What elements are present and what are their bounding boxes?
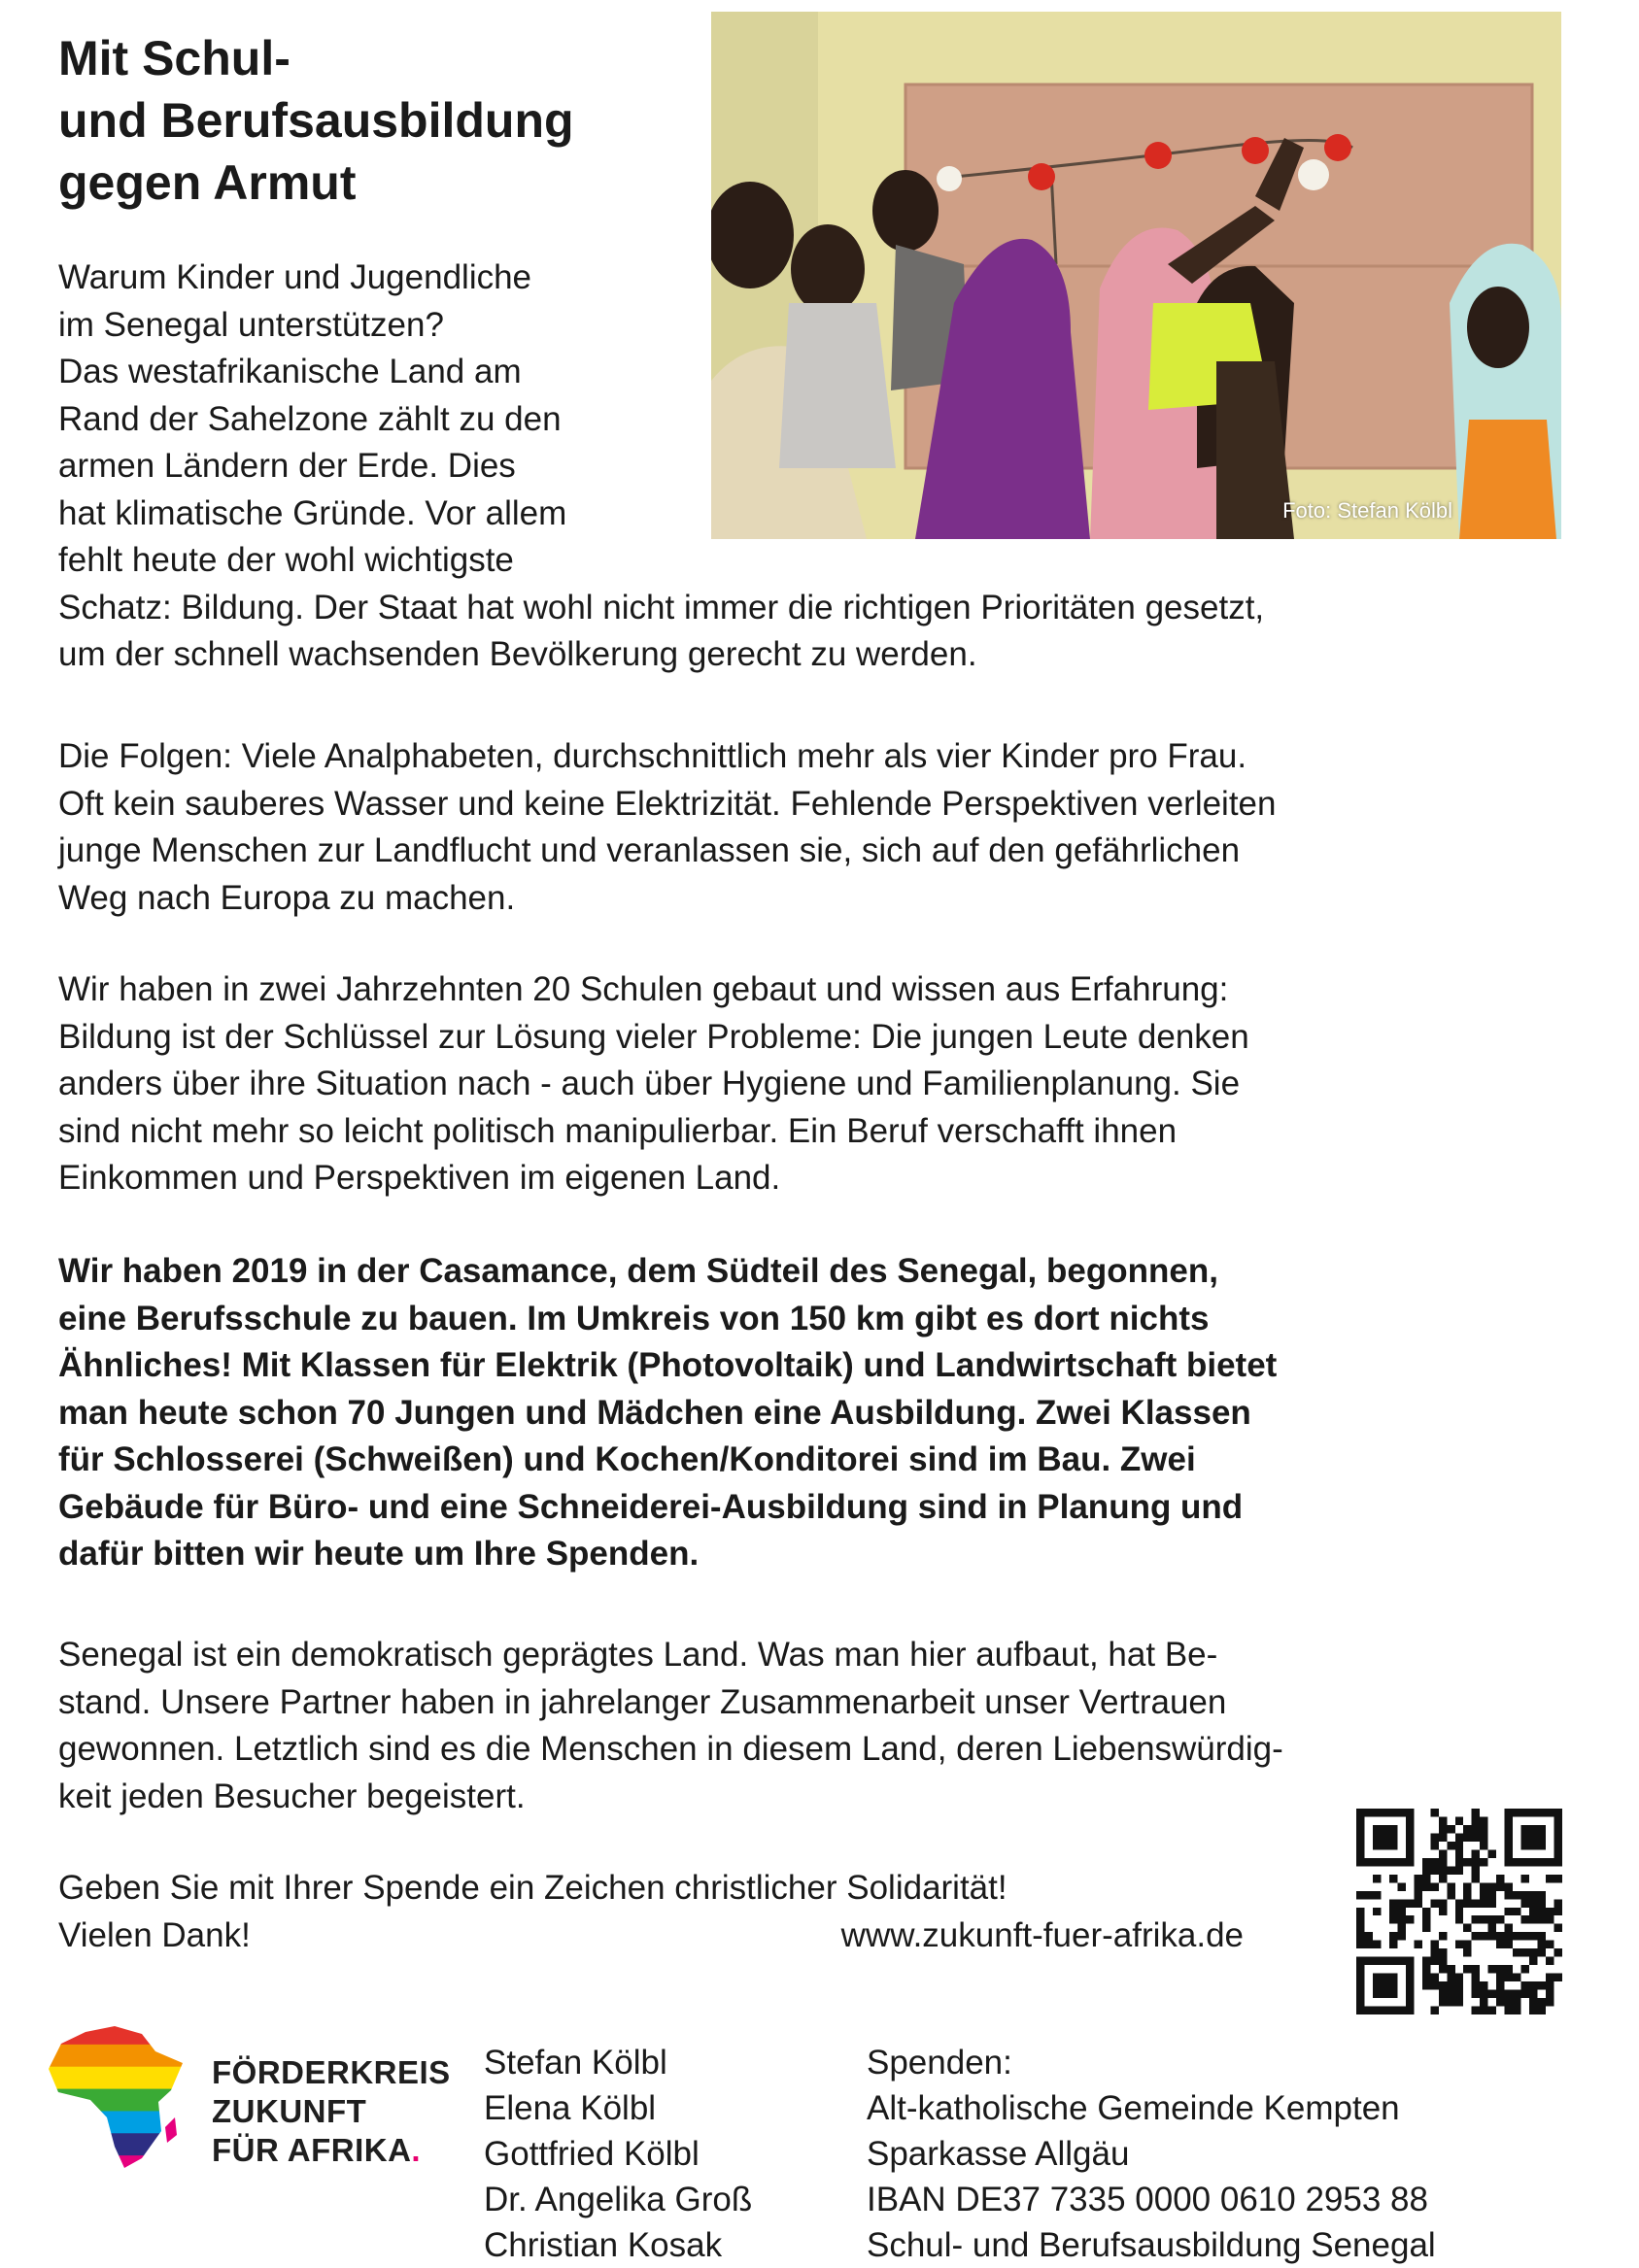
text-line: für Schlosserei (Schweißen) und Kochen/Konditorei sind im Bau. Zwei [58, 1440, 1196, 1478]
qr-module [1513, 1974, 1520, 1981]
donation-line: Schul- und Berufsausbildung Senegal [867, 2226, 1436, 2264]
qr-module [1496, 1981, 1504, 1989]
qr-module [1356, 1915, 1364, 1923]
photo-credit: Foto: Stefan Kölbl [1282, 498, 1452, 523]
qr-module [1422, 1981, 1430, 1989]
qr-module [1356, 1924, 1364, 1932]
qr-module [1472, 1809, 1480, 1816]
text-line: keit jeden Besucher begeistert. [58, 1777, 526, 1815]
qr-module [1455, 1941, 1463, 1948]
qr-module [1414, 1875, 1421, 1882]
qr-module [1422, 1957, 1430, 1965]
text-line: dafür bitten wir heute um Ihre Spenden. [58, 1535, 700, 1573]
qr-module [1439, 1866, 1447, 1874]
text-line: Gebäude für Büro- und eine Schneiderei-Ausbildung sind in Planung und [58, 1487, 1244, 1526]
donation-details [867, 2040, 1436, 2268]
qr-module [1439, 1990, 1447, 1998]
madagascar-shape [165, 2117, 177, 2143]
vocational-school-paragraph [58, 1248, 1574, 1578]
qr-module [1389, 1941, 1397, 1948]
qr-module [1447, 1866, 1454, 1874]
qr-module [1488, 1924, 1496, 1932]
qr-module [1538, 1899, 1546, 1907]
qr-module [1422, 1908, 1430, 1915]
qr-module [1529, 1908, 1537, 1915]
qr-module [1472, 1981, 1480, 1989]
qr-module [1529, 1932, 1537, 1940]
qr-module [1488, 1882, 1496, 1890]
qr-module [1521, 1981, 1529, 1989]
consequences-paragraph [58, 733, 1574, 922]
qr-module [1430, 1809, 1438, 1816]
qr-module [1538, 1891, 1546, 1899]
qr-module [1430, 2007, 1438, 2014]
text-line: um der schnell wachsenden Bevölkerung gerecht zu werden. [58, 635, 977, 673]
qr-module [1538, 1932, 1546, 1940]
text-line: gewonnen. Letztlich sind es die Menschen in diesem Land, deren Liebenswürdig- [58, 1730, 1283, 1768]
qr-module [1521, 1899, 1529, 1907]
qr-module [1505, 1891, 1513, 1899]
qr-module [1439, 1957, 1447, 1965]
qr-module [1472, 1849, 1480, 1857]
qr-module [1480, 1899, 1487, 1907]
qr-module [1513, 2007, 1520, 2014]
qr-module [1455, 1833, 1463, 1841]
qr-module [1496, 1875, 1504, 1882]
qr-module [1455, 1981, 1463, 1989]
qr-module [1422, 1965, 1430, 1973]
qr-module [1397, 1915, 1405, 1923]
qr-module [1430, 1866, 1438, 1874]
qr-module [1439, 1858, 1447, 1866]
thanks-row [58, 1913, 1244, 1960]
qr-module [1538, 1908, 1546, 1915]
logo-stripe [47, 2022, 192, 2045]
qr-module [1389, 1899, 1397, 1907]
qr-module [1505, 2007, 1513, 2014]
website-link[interactable]: www.zukunft-fuer-afrika.de [840, 1915, 1244, 1954]
qr-module [1472, 1974, 1480, 1981]
qr-module [1463, 1948, 1471, 1956]
logo-line: ZUKUNFT [212, 2093, 367, 2129]
title-line: gegen Armut [58, 155, 357, 210]
qr-module [1546, 1974, 1554, 1981]
logo-dot: . [411, 2132, 422, 2168]
qr-module [1463, 1882, 1471, 1890]
qr-module [1463, 1891, 1471, 1899]
qr-module [1546, 1957, 1554, 1965]
text-line: Das westafrikanische Land am [58, 353, 522, 390]
qr-module [1455, 1990, 1463, 1998]
qr-module [1529, 1891, 1537, 1899]
qr-module [1356, 1891, 1364, 1899]
qr-module [1472, 2007, 1480, 2014]
qr-module [1472, 1816, 1480, 1824]
contact-names [484, 2040, 752, 2268]
qr-module [1505, 1965, 1513, 1973]
qr-module [1414, 1899, 1421, 1907]
qr-module [1439, 1932, 1447, 1940]
qr-module [1529, 2007, 1537, 2014]
qr-module [1397, 1882, 1405, 1890]
qr-module [1505, 1908, 1513, 1915]
qr-module [1397, 1899, 1405, 1907]
qr-module [1521, 1915, 1529, 1923]
qr-module [1505, 1924, 1513, 1932]
qr-module [1505, 1882, 1513, 1890]
qr-module [1554, 1875, 1562, 1882]
qr-module [1546, 1981, 1554, 1989]
qr-module [1455, 1842, 1463, 1849]
qr-module [1480, 1858, 1487, 1866]
text-line: Einkommen und Perspektiven im eigenen Land. [58, 1159, 781, 1197]
qr-module [1513, 1948, 1520, 1956]
qr-module [1480, 1981, 1487, 1989]
qr-module [1389, 1908, 1397, 1915]
text-line: Geben Sie mit Ihrer Spende ein Zeichen christlicher Solidarität! [58, 1869, 1007, 1907]
qr-module [1373, 1891, 1381, 1899]
thanks-text: Vielen Dank! [58, 1915, 251, 1954]
qr-module [1496, 1882, 1504, 1890]
qr-module [1488, 1899, 1496, 1907]
page-title [58, 27, 700, 214]
qr-module [1480, 1990, 1487, 1998]
qr-module [1422, 1924, 1430, 1932]
qr-module [1521, 1965, 1529, 1973]
qr-module [1496, 1941, 1504, 1948]
contact-name: Dr. Angelika Groß [484, 2181, 753, 2218]
qr-module [1505, 1941, 1513, 1948]
contact-name: Christian Kosak [484, 2226, 723, 2264]
qr-module [1439, 1908, 1447, 1915]
qr-module [1364, 1891, 1372, 1899]
donation-line: Alt-katholische Gemeinde Kempten [867, 2089, 1400, 2127]
qr-module [1538, 2007, 1546, 2014]
text-line: Weg nach Europa zu machen. [58, 878, 516, 917]
qr-module [1406, 1915, 1414, 1923]
qr-module [1439, 1981, 1447, 1989]
qr-module [1430, 1941, 1438, 1948]
text-line: Die Folgen: Viele Analphabeten, durchschnittlich mehr als vier Kinder pro Frau. [58, 737, 1247, 775]
qr-finder-pattern [1373, 1974, 1397, 1998]
qr-module [1389, 1915, 1397, 1923]
qr-module [1463, 1965, 1471, 1973]
logo-stripe [47, 2067, 192, 2089]
qr-module [1529, 1981, 1537, 1989]
qr-module [1546, 1998, 1554, 2006]
qr-module [1546, 1915, 1554, 1923]
qr-module [1430, 1957, 1438, 1965]
qr-module [1439, 1825, 1447, 1833]
text-line: hat klimatische Gründe. Vor allem [58, 493, 567, 532]
qr-module [1505, 1974, 1513, 1981]
intro-column [58, 254, 700, 585]
logo-stripe [47, 2155, 192, 2178]
qr-module [1356, 1932, 1364, 1940]
qr-module [1455, 1816, 1463, 1824]
qr-module [1447, 1990, 1454, 1998]
qr-module [1554, 1908, 1562, 1915]
qr-module [1529, 1915, 1537, 1923]
text-line: im Senegal unterstützen? [58, 305, 444, 344]
qr-module [1422, 1882, 1430, 1890]
qr-module [1521, 1932, 1529, 1940]
qr-module [1496, 1990, 1504, 1998]
contact-name: Elena Kölbl [484, 2089, 657, 2127]
qr-module [1439, 1948, 1447, 1956]
text-line: junge Menschen zur Landflucht und veranlassen sie, sich auf den gefährlichen [58, 831, 1241, 869]
qr-module [1356, 1941, 1364, 1948]
qr-module [1439, 1965, 1447, 1973]
qr-module [1496, 1932, 1504, 1940]
text-line: fehlt heute der wohl wichtigste [58, 541, 514, 579]
qr-module [1455, 1908, 1463, 1915]
text-line: anders über ihre Situation nach - auch über Hygiene und Familienplanung. Sie [58, 1065, 1241, 1102]
qr-module [1529, 1957, 1537, 1965]
qr-module [1463, 1858, 1471, 1866]
qr-module [1472, 1833, 1480, 1841]
qr-module [1455, 1899, 1463, 1907]
contact-name: Gottfried Kölbl [484, 2135, 700, 2173]
democracy-paragraph [58, 1632, 1574, 1820]
logo-stripe [47, 2089, 192, 2112]
donation-line: IBAN DE37 7335 0000 0610 2953 88 [867, 2181, 1428, 2218]
qr-module [1397, 1932, 1405, 1940]
qr-module [1397, 1908, 1405, 1915]
qr-module [1463, 1899, 1471, 1907]
text-line: Rand der Sahelzone zählt zu den [58, 399, 562, 438]
qr-finder-pattern [1373, 1825, 1397, 1849]
qr-module [1546, 1941, 1554, 1948]
qr-module [1430, 1899, 1438, 1907]
qr-module [1430, 1948, 1438, 1956]
qr-module [1513, 1891, 1520, 1899]
qr-module [1447, 1998, 1454, 2006]
qr-module [1538, 1915, 1546, 1923]
qr-module [1397, 1924, 1405, 1932]
organization-logo [47, 2022, 451, 2178]
title-line: Mit Schul- [58, 31, 290, 85]
qr-module [1472, 1965, 1480, 1973]
qr-module [1463, 1825, 1471, 1833]
qr-module [1455, 1915, 1463, 1923]
qr-module [1422, 1866, 1430, 1874]
contact-name: Stefan Kölbl [484, 2044, 667, 2082]
qr-module [1364, 1932, 1372, 1940]
qr-module [1488, 1915, 1496, 1923]
qr-module [1439, 1998, 1447, 2006]
text-line: Warum Kinder und Jugendliche [58, 258, 532, 296]
qr-module [1480, 1891, 1487, 1899]
qr-module [1447, 1825, 1454, 1833]
qr-module [1554, 1948, 1562, 1956]
qr-module [1472, 1915, 1480, 1923]
qr-module [1455, 1866, 1463, 1874]
intro-paragraph [58, 254, 1574, 679]
qr-module [1496, 1974, 1504, 1981]
logo-wordmark [212, 2053, 451, 2170]
qr-code[interactable] [1356, 1809, 1562, 2014]
qr-module [1529, 1990, 1537, 1998]
qr-module [1521, 1891, 1529, 1899]
text-line: Senegal ist ein demokratisch geprägtes Land. Was man hier aufbaut, hat Be- [58, 1636, 1218, 1674]
logo-line [212, 2131, 451, 2170]
text-line: armen Ländern der Erde. Dies [58, 447, 516, 485]
qr-module [1488, 1891, 1496, 1899]
qr-module [1513, 1990, 1520, 1998]
qr-module [1480, 1932, 1487, 1940]
qr-module [1480, 2007, 1487, 2014]
qr-module [1505, 1998, 1513, 2006]
qr-module [1447, 1974, 1454, 1981]
qr-module [1447, 1981, 1454, 1989]
qr-module [1422, 1915, 1430, 1923]
qr-module [1439, 1833, 1447, 1841]
qr-module [1447, 1882, 1454, 1890]
qr-module [1430, 1842, 1438, 1849]
qr-module [1455, 1858, 1463, 1866]
qr-module [1538, 1941, 1546, 1948]
qr-module [1513, 1932, 1520, 1940]
qr-module [1447, 1965, 1454, 1973]
qr-module [1472, 1825, 1480, 1833]
qr-module [1538, 1998, 1546, 2006]
qr-module [1463, 1833, 1471, 1841]
text-line: Bildung ist der Schlüssel zur Lösung vieler Probleme: Die jungen Leute denken [58, 1017, 1249, 1056]
qr-module [1521, 1948, 1529, 1956]
donation-line: Sparkasse Allgäu [867, 2135, 1130, 2173]
logo-stripe [47, 2045, 192, 2067]
qr-module [1463, 1924, 1471, 1932]
qr-module [1480, 1825, 1487, 1833]
schools-paragraph [58, 966, 1574, 1202]
logo-line-text: FÜR AFRIKA [212, 2132, 412, 2168]
text-line: Oft kein sauberes Wasser und keine Elektrizität. Fehlende Perspektiven verleiten [58, 784, 1277, 823]
qr-module [1496, 1915, 1504, 1923]
qr-module [1521, 1875, 1529, 1882]
qr-module [1447, 1891, 1454, 1899]
qr-module [1422, 1858, 1430, 1866]
qr-module [1422, 1875, 1430, 1882]
qr-module [1521, 1990, 1529, 1998]
text-line: Wir haben 2019 in der Casamance, dem Südteil des Senegal, begonnen, [58, 1252, 1218, 1290]
qr-module [1480, 1998, 1487, 2006]
qr-module [1406, 1899, 1414, 1907]
qr-module [1529, 1998, 1537, 2006]
qr-module [1472, 1875, 1480, 1882]
title-line: und Berufsausbildung [58, 93, 574, 148]
qr-module [1455, 1998, 1463, 2006]
qr-module [1439, 1816, 1447, 1824]
qr-module [1414, 1882, 1421, 1890]
qr-module [1480, 1842, 1487, 1849]
qr-module [1389, 1932, 1397, 1940]
qr-module [1472, 1866, 1480, 1874]
qr-module [1430, 1833, 1438, 1841]
qr-module [1496, 1965, 1504, 1973]
qr-module [1554, 1974, 1562, 1981]
text-line: eine Berufsschule zu bauen. Im Umkreis von 150 km gibt es dort nichts [58, 1299, 1210, 1337]
qr-module [1373, 1875, 1381, 1882]
qr-module [1546, 1875, 1554, 1882]
qr-module [1472, 1858, 1480, 1866]
qr-module [1546, 1908, 1554, 1915]
qr-module [1513, 1998, 1520, 2006]
qr-finder-pattern [1521, 1825, 1546, 1849]
qr-module [1463, 1941, 1471, 1948]
logo-line: FÖRDERKREIS [212, 2054, 451, 2090]
qr-module [1373, 1941, 1381, 1948]
qr-module [1472, 1990, 1480, 1998]
qr-module [1472, 1899, 1480, 1907]
qr-module [1439, 1899, 1447, 1907]
text-line: Schatz: Bildung. Der Staat hat wohl nicht immer die richtigen Prioritäten gesetzt, [58, 588, 1265, 626]
text-line: man heute schon 70 Jungen und Mädchen eine Ausbildung. Zwei Klassen [58, 1393, 1251, 1432]
text-line: Ähnliches! Mit Klassen für Elektrik (Photovoltaik) und Landwirtschaft bietet [58, 1346, 1278, 1384]
qr-module [1430, 1858, 1438, 1866]
qr-module [1513, 1908, 1520, 1915]
qr-module [1455, 1974, 1463, 1981]
text-line: sind nicht mehr so leicht politisch manipulierbar. Ein Beruf verschafft ihnen [58, 1111, 1178, 1150]
qr-module [1480, 1833, 1487, 1841]
qr-module [1430, 1974, 1438, 1981]
qr-module [1414, 1891, 1421, 1899]
qr-module [1364, 1941, 1372, 1948]
qr-module [1414, 1941, 1421, 1948]
qr-module [1505, 1990, 1513, 1998]
qr-module [1480, 1882, 1487, 1890]
qr-module [1496, 1998, 1504, 2006]
qr-module [1488, 2007, 1496, 2014]
qr-module [1373, 1908, 1381, 1915]
qr-module [1389, 1875, 1397, 1882]
qr-module [1488, 1965, 1496, 1973]
qr-module [1430, 1981, 1438, 1989]
text-line: stand. Unsere Partner haben in jahrelanger Zusammenarbeit unser Vertrauen [58, 1682, 1227, 1721]
donation-heading: Spenden: [867, 2044, 1012, 2082]
qr-module [1472, 1932, 1480, 1940]
qr-module [1546, 1990, 1554, 1998]
qr-module [1488, 1849, 1496, 1857]
qr-module [1356, 1908, 1364, 1915]
qr-module [1488, 1932, 1496, 1940]
qr-module [1422, 1974, 1430, 1981]
qr-module [1447, 1842, 1454, 1849]
qr-module [1538, 1981, 1546, 1989]
qr-module [1529, 1948, 1537, 1956]
qr-module [1538, 1948, 1546, 1956]
qr-module [1529, 1899, 1537, 1907]
qr-module [1430, 1882, 1438, 1890]
qr-module [1505, 1932, 1513, 1940]
text-line: Wir haben in zwei Jahrzehnten 20 Schulen gebaut und wissen aus Erfahrung: [58, 970, 1229, 1008]
qr-module [1488, 1990, 1496, 1998]
qr-module [1480, 1816, 1487, 1824]
qr-module [1480, 1915, 1487, 1923]
qr-module [1554, 1924, 1562, 1932]
closing-paragraph [58, 1865, 1244, 1959]
qr-module [1439, 1875, 1447, 1882]
africa-map-icon [47, 2022, 192, 2178]
qr-module [1439, 1849, 1447, 1857]
qr-module [1455, 1849, 1463, 1857]
qr-module [1554, 1899, 1562, 1907]
